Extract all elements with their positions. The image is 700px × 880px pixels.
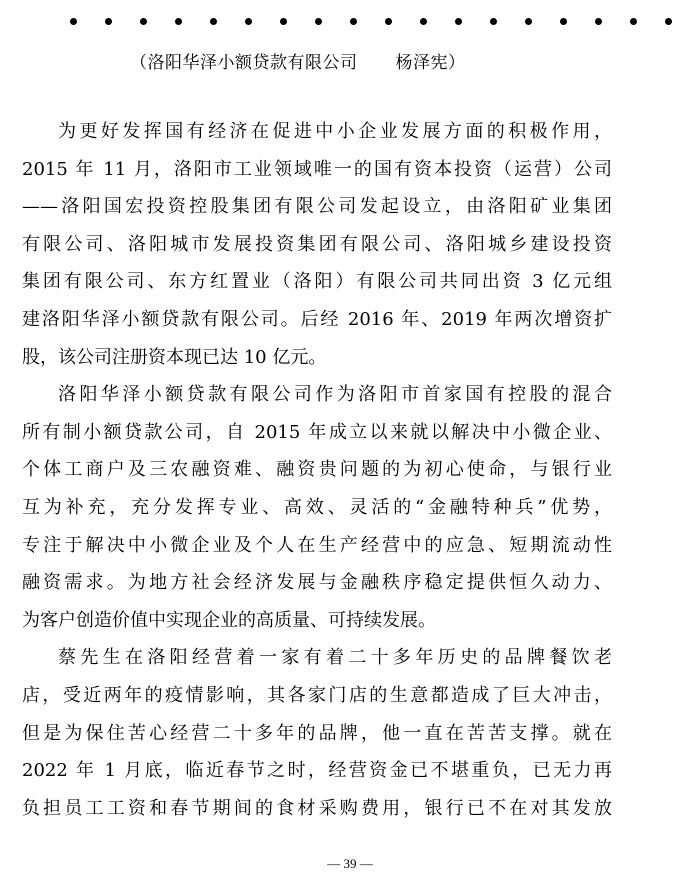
- text-line: ——洛阳国宏投资控股集团有限公司发起设立，由洛阳矿业集团: [22, 196, 612, 218]
- text-line: 个体工商户及三农融资难、融资贵问题的为初心使命，与银行业: [22, 459, 612, 481]
- article-body: [22, 113, 612, 827]
- dot-icon: [140, 18, 147, 25]
- text-line: 2015 年 11 月，洛阳市工业领域唯一的国有资本投资（运营）公司: [22, 158, 612, 180]
- byline-open-paren: （: [130, 53, 148, 73]
- dot-icon: [210, 18, 217, 25]
- dot-icon: [595, 18, 602, 25]
- text-line: 所有制小额贷款公司，自 2015 年成立以来就以解决中小微企业、: [22, 421, 612, 443]
- dot-icon: [455, 18, 462, 25]
- text-line: 建洛阳华泽小额贷款有限公司。后经 2016 年、2019 年两次增资扩: [22, 308, 612, 330]
- text-line: 为客户创造价值中实现企业的高质量、可持续发展。: [22, 609, 436, 631]
- dot-icon: [70, 18, 77, 25]
- page-number: — 39 —: [327, 856, 373, 871]
- text-line: 融资需求。为地方社会经济发展与金融秩序稳定提供恒久动力、: [22, 572, 612, 594]
- byline: [130, 48, 466, 73]
- dot-icon: [105, 18, 112, 25]
- dot-icon: [350, 18, 357, 25]
- dot-icon: [490, 18, 497, 25]
- dot-icon: [420, 18, 427, 25]
- dot-icon: [245, 18, 252, 25]
- text-line: 有限公司、洛阳城市发展投资集团有限公司、洛阳城乡建设投资: [22, 233, 612, 255]
- dot-icon: [560, 18, 567, 25]
- dot-icon: [525, 18, 532, 25]
- byline-author: 杨泽宪: [395, 53, 448, 73]
- paragraph-2: [22, 376, 612, 639]
- text-line: 集团有限公司、东方红置业（洛阳）有限公司共同出资 3 亿元组: [22, 271, 612, 293]
- text-line: 2022 年 1 月底，临近春节之时，经营资金已不堪重负，已无力再: [22, 760, 612, 782]
- paragraph-3: [22, 639, 612, 827]
- text-line: 专注于解决中小微企业及个人在生产经营中的应急、短期流动性: [22, 534, 612, 556]
- text-line: 股，该公司注册资本现已达 10 亿元。: [22, 346, 327, 368]
- text-line: 蔡先生在洛阳经营着一家有着二十多年历史的品牌餐饮老: [58, 647, 612, 669]
- text-line: 洛阳华泽小额贷款有限公司作为洛阳市首家国有控股的混合: [58, 384, 612, 406]
- text-line: 店，受近两年的疫情影响，其各家门店的生意都造成了巨大冲击，: [22, 684, 612, 706]
- byline-close-paren: ）: [448, 53, 466, 73]
- byline-organization: 洛阳华泽小额贷款有限公司: [147, 53, 358, 73]
- dot-icon: [280, 18, 287, 25]
- dot-icon: [385, 18, 392, 25]
- text-line: 但是为保住苦心经营二十多年的品牌，他一直在苦苦支撑。就在: [22, 722, 612, 744]
- dot-icon: [175, 18, 182, 25]
- text-line: 负担员工工资和春节期间的食材采购费用，银行已不在对其发放: [22, 797, 612, 819]
- paragraph-1: [22, 113, 612, 376]
- text-line: 互为补充，充分发挥专业、高效、灵活的“金融特种兵”优势，: [22, 496, 612, 518]
- dot-icon: [665, 18, 672, 25]
- dot-icon: [630, 18, 637, 25]
- dot-icon: [315, 18, 322, 25]
- text-line: 为更好发挥国有经济在促进中小企业发展方面的积极作用，: [58, 121, 612, 142]
- decorative-dot-rule: [70, 14, 700, 30]
